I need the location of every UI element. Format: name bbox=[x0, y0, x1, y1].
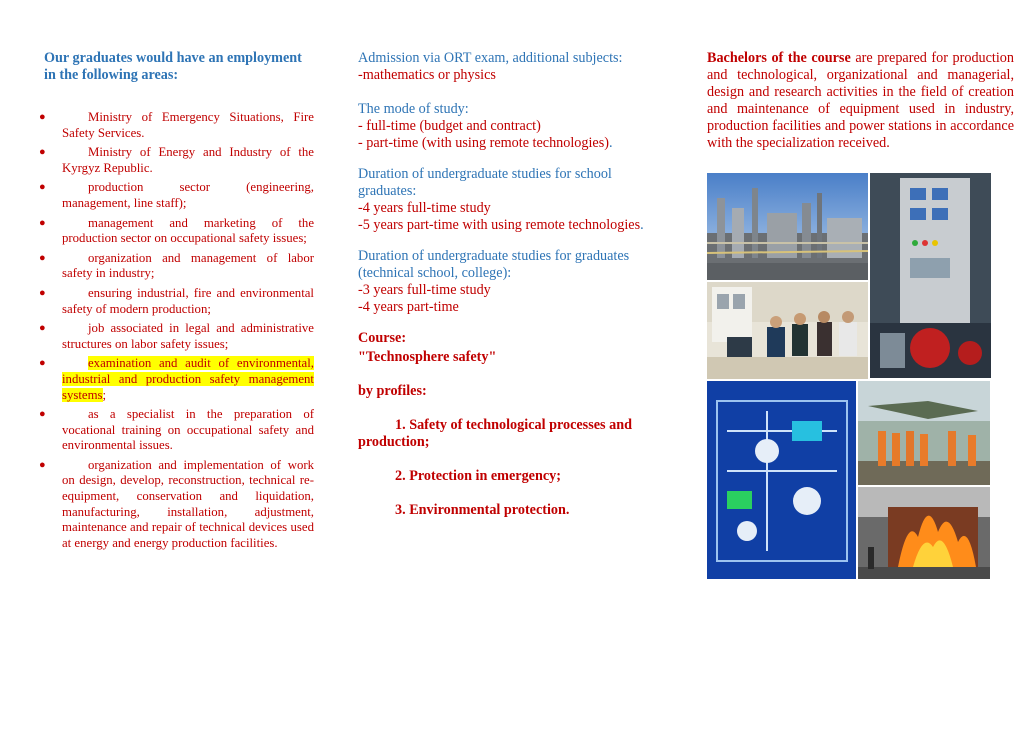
bullet-icon: ● bbox=[39, 181, 46, 194]
scada-screen-photo bbox=[707, 381, 856, 579]
mode-line-2: - part-time (with using remote technologies). bbox=[358, 135, 613, 151]
profile-item: 3. Environmental protection. bbox=[395, 502, 570, 518]
bullet-icon: ● bbox=[39, 146, 46, 159]
graduates-duration-title: Duration of undergraduate studies for graduates (technical school, college): bbox=[358, 248, 630, 281]
graduates-duration-block bbox=[358, 248, 673, 316]
bullet-icon: ● bbox=[39, 216, 46, 229]
graduates-line-2: -4 years part-time bbox=[358, 299, 459, 315]
list-item: ● job associated in legal and administrative structures on labor safety issues; bbox=[39, 321, 314, 351]
highlighted-text: examination and audit of environmental, industrial and production safety management systems bbox=[62, 356, 314, 402]
course-block bbox=[358, 330, 673, 519]
list-item: ● production sector (engineering, management, line staff); bbox=[39, 180, 314, 210]
bullet-icon: ● bbox=[39, 111, 46, 123]
bullet-icon: ● bbox=[39, 286, 46, 299]
employment-heading: Our graduates would have an employment in the following areas: bbox=[44, 50, 302, 83]
refinery-photo bbox=[707, 173, 868, 280]
list-item: ● organization and implementation of work on design, develop, reconstruction, technical re-equipment, conservation and liquidation, manufacturing, installation, adjustment, maintenance and repair of technical devices used at energy and energy production facilities. bbox=[39, 457, 314, 550]
bachelors-column bbox=[707, 50, 1014, 152]
list-item: ● ensuring industrial, fire and environmental safety of modern production; bbox=[39, 285, 314, 316]
bullet-icon: ● bbox=[39, 357, 46, 370]
bullet-icon: ● bbox=[39, 458, 46, 471]
bachelors-paragraph: Bachelors of the course are prepared for production and technological, organizational and managerial, design and research activities in the field of creation and maintenance of equipment used in industry, production facilities and power stations in accordance with the specialization received. bbox=[707, 50, 1014, 151]
list-item: ● Ministry of Emergency Situations, Fire Safety Services. bbox=[39, 110, 314, 140]
mode-title: The mode of study: bbox=[358, 101, 469, 117]
profile-item: 1. Safety of technological processes and production; bbox=[358, 417, 632, 450]
admission-block bbox=[358, 50, 673, 84]
profiles-label: by profiles: bbox=[358, 383, 427, 399]
course-label: Course: bbox=[358, 330, 407, 346]
bullet-icon: ● bbox=[39, 408, 46, 421]
admission-line: -mathematics or physics bbox=[358, 67, 496, 83]
list-item: ● examination and audit of environmental, industrial and production safety management systems; bbox=[39, 356, 314, 402]
mode-block bbox=[358, 101, 673, 152]
study-info-column bbox=[358, 50, 673, 519]
list-item: ● management and marketing of the production sector on occupational safety issues; bbox=[39, 215, 314, 246]
list-item: ● Ministry of Energy and Industry of the Kyrgyz Republic. bbox=[39, 145, 314, 175]
list-item: ● organization and management of labor safety in industry; bbox=[39, 250, 314, 281]
admission-title: Admission via ORT exam, additional subjects: bbox=[358, 50, 623, 66]
school-duration-title: Duration of undergraduate studies for school graduates: bbox=[358, 166, 612, 199]
classroom-photo bbox=[707, 282, 868, 379]
profile-item: 2. Protection in emergency; bbox=[395, 468, 561, 484]
school-line-1: -4 years full-time study bbox=[358, 200, 491, 216]
bullet-icon: ● bbox=[39, 322, 46, 335]
employment-column bbox=[39, 50, 314, 555]
school-line-2: -5 years part-time with using remote technologies. bbox=[358, 217, 644, 233]
graduates-line-1: -3 years full-time study bbox=[358, 282, 491, 298]
fire-photo bbox=[858, 487, 990, 579]
control-panel-photo bbox=[870, 173, 991, 378]
list-item: ● as a specialist in the preparation of vocational training on occupational safety and environmental issues. bbox=[39, 407, 314, 453]
employment-list bbox=[39, 110, 314, 551]
bullet-icon: ● bbox=[39, 251, 46, 264]
rescuers-photo bbox=[858, 381, 990, 485]
course-name: "Technosphere safety" bbox=[358, 349, 497, 365]
school-duration-block bbox=[358, 166, 673, 234]
mode-line-1: - full-time (budget and contract) bbox=[358, 118, 541, 134]
bachelors-lead: Bachelors of the course bbox=[707, 50, 851, 66]
